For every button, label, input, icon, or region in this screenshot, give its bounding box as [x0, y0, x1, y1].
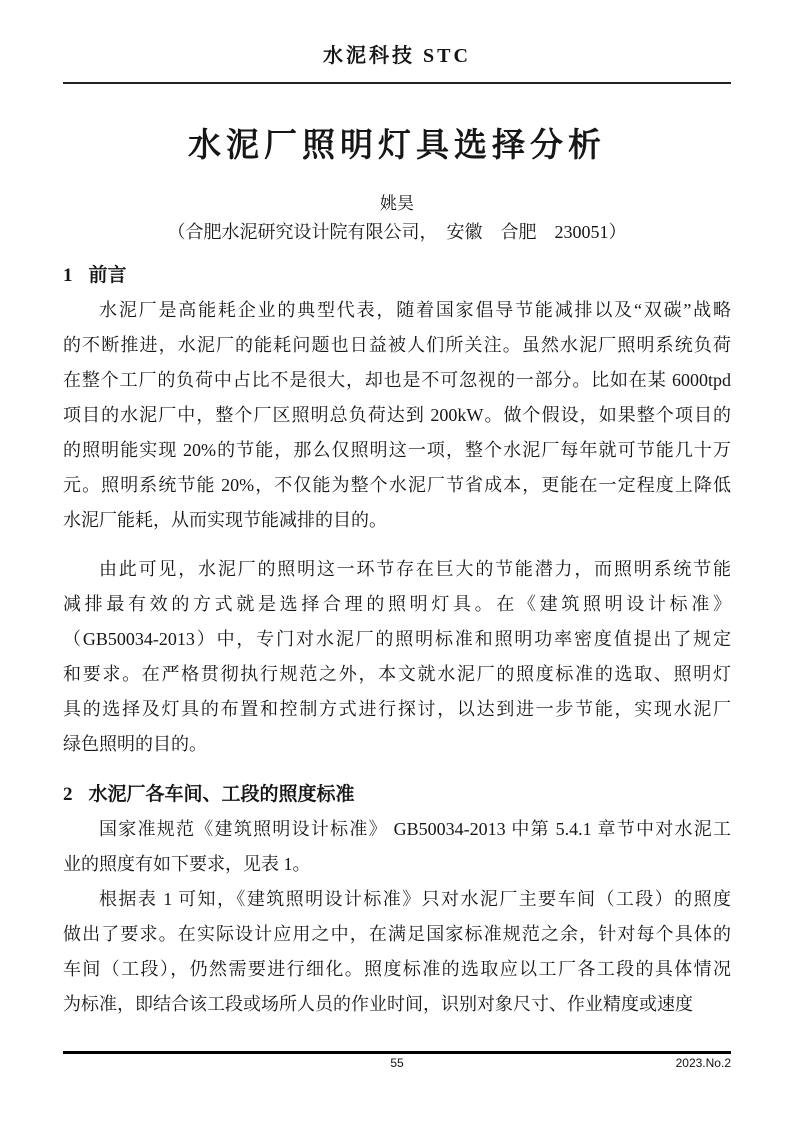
- body-line: 根据表 1 可知，《建筑照明设计标准》只对水泥厂主要车间（工段）的照度: [99, 889, 731, 909]
- footer-row: [63, 1056, 731, 1074]
- header-rule: [63, 82, 731, 84]
- body-line: 项目的水泥厂中，整个厂区照明总负荷达到 200kW。做个假设，如果整个项目的: [63, 405, 731, 425]
- section-1-heading-text: 前言: [88, 265, 127, 286]
- body-line: 的不断推进，水泥厂的能耗问题也日益被人们所关注。虽然水泥厂照明系统负荷: [63, 335, 731, 355]
- body-line: 在整个工厂的负荷中占比不是很大，却也是不可忽视的一部分。比如在某 6000tpd: [63, 370, 731, 390]
- body-line: 元。照明系统节能 20%，不仅能为整个水泥厂节省成本，更能在一定程度上降低: [63, 475, 731, 495]
- body-line: 的照明能实现 20%的节能，那么仅照明这一项，整个水泥厂每年就可节能几十万: [63, 440, 731, 460]
- body-line: 水泥厂能耗，从而实现节能减排的目的。: [63, 510, 387, 530]
- body-line: 减排最有效的方式就是选择合理的照明灯具。在《建筑照明设计标准》: [63, 594, 731, 614]
- section-2-heading: [63, 783, 731, 807]
- section-1-heading: [63, 264, 731, 288]
- author-affiliation: （合肥水泥研究设计院有限公司， 安徽 合肥 230051）: [167, 222, 627, 242]
- paragraph: [63, 882, 731, 1022]
- paragraph: [63, 293, 731, 538]
- section-2-heading-text: 水泥厂各车间、工段的照度标准: [88, 784, 355, 805]
- body-line: 绿色照明的目的。: [63, 734, 207, 754]
- article-title: 水泥厂照明灯具选择分析: [188, 126, 606, 163]
- body-line: 具的选择及灯具的布置和控制方式进行探讨，以达到进一步节能，实现水泥厂: [63, 699, 731, 719]
- paragraph: [63, 552, 731, 762]
- section-1-number: 1: [63, 265, 73, 286]
- body-line: 由此可见，水泥厂的照明这一环节存在巨大的节能潜力，而照明系统节能: [99, 559, 731, 579]
- body-line: 水泥厂是高能耗企业的典型代表，随着国家倡导节能减排以及“双碳”战略: [99, 300, 731, 320]
- paragraph: [63, 812, 731, 882]
- page-number: 55: [390, 1056, 404, 1070]
- body-line: 业的照度有如下要求，见表 1。: [63, 854, 311, 874]
- journal-name: 水泥科技 STC: [323, 45, 471, 67]
- footer-rule: [63, 1051, 731, 1054]
- section-2-number: 2: [63, 784, 73, 805]
- body-line: 国家准规范《建筑照明设计标准》 GB50034-2013 中第 5.4.1 章节中对水泥工: [99, 819, 731, 839]
- body-line: （GB50034-2013）中，专门对水泥厂的照明标准和照明功率密度值提出了规定: [63, 629, 731, 649]
- author-name: 姚昊: [380, 194, 414, 213]
- body-line: 车间（工段），仍然需要进行细化。照度标准的选取应以工厂各工段的具体情况: [63, 959, 731, 979]
- issue-label: 2023.No.2: [675, 1056, 731, 1070]
- body-line: 和要求。在严格贯彻执行规范之外，本文就水泥厂的照度标准的选取、照明灯: [63, 664, 731, 684]
- page-footer: [63, 1051, 731, 1074]
- body-line: 为标准，即结合该工段或场所人员的作业时间，识别对象尺寸、作业精度或速度: [63, 994, 693, 1014]
- body-line: 做出了要求。在实际设计应用之中，在满足国家标准规范之余，针对每个具体的: [63, 924, 731, 944]
